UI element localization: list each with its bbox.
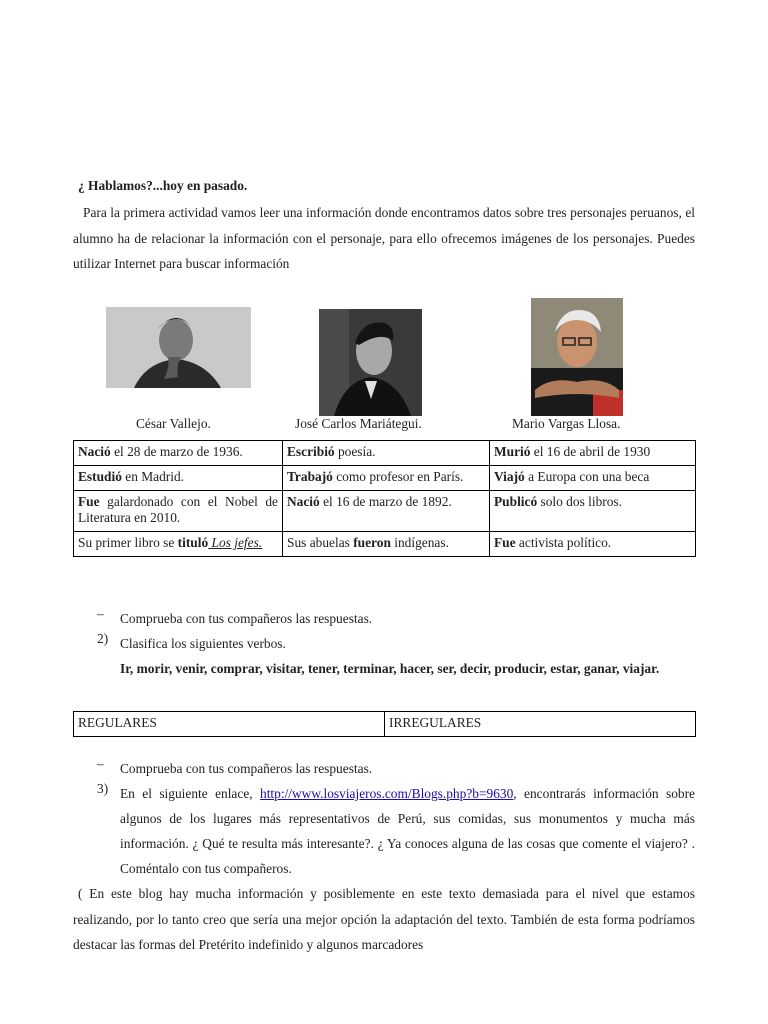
- table-cell-regulares: REGULARES: [74, 712, 385, 737]
- final-paragraph: ( En este blog hay mucha información y posiblemente en este texto demasiada para el nivel que estamos realizando, por lo tanto creo que sería una mejor opción la adaptación del texto. También de esta forma podríamos destacar las formas del Pretérito indefinido y algunos marcadores: [73, 886, 695, 952]
- table-row: [74, 441, 696, 466]
- section-heading: ¿ Hablamos?...hoy en pasado.: [78, 178, 248, 193]
- photo-mario-vargas-llosa: [531, 298, 623, 416]
- table-cell: Escribió poesía.: [283, 441, 490, 466]
- intro-paragraph: Para la primera actividad vamos leer una información donde encontramos datos sobre tres personajes peruanos, el alumno ha de relacionar la información con el personaje, para ello ofrecemos imágenes de los personajes. Puedes utilizar Internet para buscar información: [73, 205, 695, 271]
- table-cell: Murió el 16 de abril de 1930: [490, 441, 696, 466]
- dash-marker: –: [97, 756, 104, 771]
- photo-jose-carlos-mariategui: [319, 309, 422, 416]
- table-cell: Su primer libro se tituló Los jefes.: [74, 532, 283, 557]
- table-cell: Sus abuelas fueron indígenas.: [283, 532, 490, 557]
- table-row: [74, 466, 696, 491]
- table-cell-irregulares: IRREGULARES: [385, 712, 696, 737]
- info-table: [73, 440, 696, 557]
- table-row: [74, 491, 696, 532]
- table-cell: Nació el 28 de marzo de 1936.: [74, 441, 283, 466]
- document-page: ¿ Hablamos?...hoy en pasado. Para la primera actividad vamos leer una información donde encontramos datos sobre tres personajes peruanos, el alumno ha de relacionar la información con el personaje, para ello ofrecemos imágenes de los personajes. Puedes utilizar Internet para buscar información César Vallejo. José Carlos Mariátegui. Mario Vargas Llosa. Nació el 28 de marzo de 1936. Escribió poesía. Murió el 16 de abril de 1930 Estudió en Madrid. Trabajó como profesor en París. Viajó a Europa con una beca Fue galardonado con el Nobel de Literatura en 2010. Nació el 16 de marzo de 1892. Publicó solo dos libros. Su primer libro se tituló Los jefes. Sus abuelas fueron indígenas. Fue activista político. – Comprueba con tus compañeros las respuestas. 2) Clasifica los siguientes verbos. Ir, morir, venir, comprar, visitar, tener, terminar, hacer, ser, decir, producir, estar, ganar, viajar. REGULARES IRREGULARES – Comprueba con tus compañeros las respuestas. 3) En el siguiente enlace, http://www.losviajeros.com/Blogs.php?b=9630, encontrarás información sobre algunos de los lugares más representativos de Perú, sus comidas, sus monumentos y mucha más información. ¿ Qué te resulta más interesante?. ¿ Ya conoces alguna de las cosas que comente el viajero? . Coméntalo con tus compañeros. ( En este blog hay mucha información y posiblemente en este texto demasiada para el nivel que estamos realizando, por lo tanto creo que sería una mejor opción la adaptación del texto. También de esta forma podríamos destacar las formas del Pretérito indefinido y algunos marcadores: [0, 0, 768, 1024]
- table-cell: Viajó a Europa con una beca: [490, 466, 696, 491]
- blog-link[interactable]: http://www.losviajeros.com/Blogs.php?b=9630: [260, 786, 514, 801]
- classify-table: [73, 711, 696, 737]
- table-cell: Estudió en Madrid.: [74, 466, 283, 491]
- caption-mario-vargas-llosa: Mario Vargas Llosa.: [512, 416, 621, 431]
- dash-marker: –: [97, 606, 104, 621]
- item3-paragraph: En el siguiente enlace, http://www.losviajeros.com/Blogs.php?b=9630, encontrarás información sobre algunos de los lugares más representativos de Perú, sus comidas, sus monumentos y mucha más información. ¿ Qué te resulta más interesante?. ¿ Ya conoces alguna de las cosas que comente el viajero? . Coméntalo con tus compañeros.: [120, 786, 695, 876]
- photo-cesar-vallejo: [106, 307, 251, 388]
- caption-jose-carlos-mariategui: José Carlos Mariátegui.: [295, 416, 422, 431]
- table-cell: Fue activista político.: [490, 532, 696, 557]
- table-cell: Fue galardonado con el Nobel de Literatura en 2010.: [74, 491, 283, 532]
- caption-cesar-vallejo: César Vallejo.: [136, 416, 211, 431]
- table-row: [74, 532, 696, 557]
- table-cell: Nació el 16 de marzo de 1892.: [283, 491, 490, 532]
- table-cell: Trabajó como profesor en París.: [283, 466, 490, 491]
- table-cell: Publicó solo dos libros.: [490, 491, 696, 532]
- table-row: [74, 712, 696, 737]
- verb-list: Ir, morir, venir, comprar, visitar, tener, terminar, hacer, ser, decir, producir, estar, ganar, viajar.: [120, 661, 660, 676]
